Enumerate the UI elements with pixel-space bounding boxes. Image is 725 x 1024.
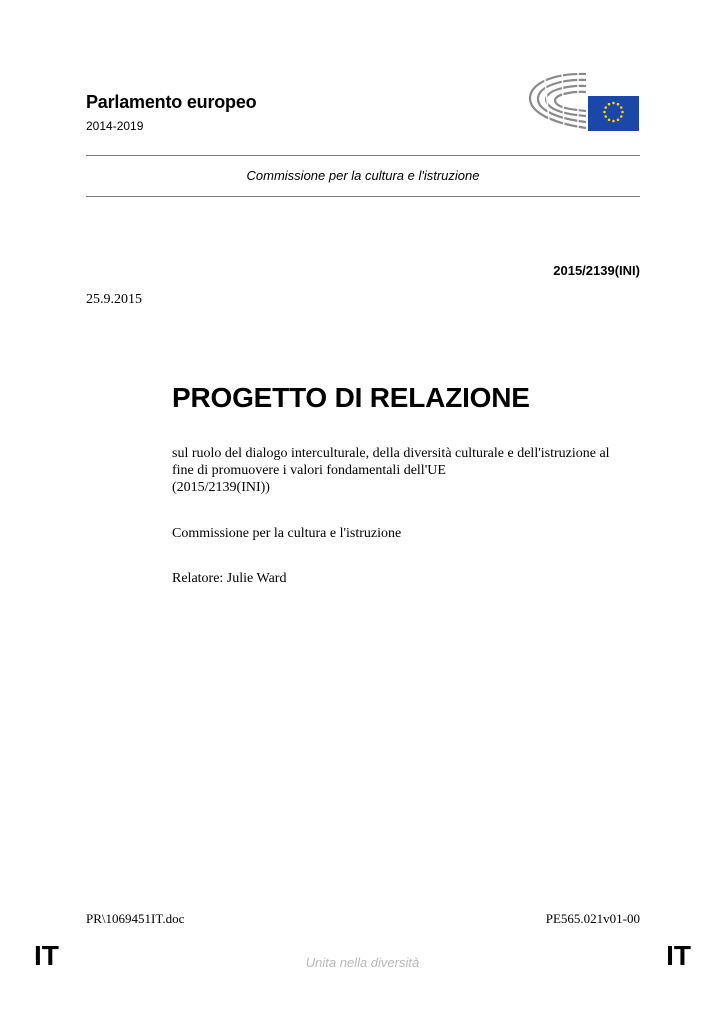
subject-line: sul ruolo del dialogo interculturale, della diversità culturale e dell'istruzione al	[172, 446, 610, 461]
organization-name: Parlamento europeo	[86, 92, 257, 112]
committee-header: Commissione per la cultura e l'istruzione	[246, 168, 480, 183]
document-title: PROGETTO DI RELAZIONE	[172, 382, 530, 413]
header-divider-bottom	[86, 196, 640, 197]
document-date: 25.9.2015	[86, 292, 142, 307]
subject-line: (2015/2139(INI))	[172, 480, 270, 495]
responsible-committee: Commissione per la cultura e l'istruzione	[172, 526, 402, 541]
eu-motto: Unita nella diversità	[305, 955, 420, 970]
procedure-reference: 2015/2139(INI)	[553, 263, 640, 278]
eu-flag-icon	[588, 96, 639, 131]
subject-line: fine di promuovere i valori fondamentali dell'UE	[172, 463, 446, 478]
language-code-right: IT	[666, 940, 691, 971]
file-reference: PR\1069451IT.doc	[86, 911, 185, 926]
pe-reference: PE565.021v01-00	[545, 911, 640, 926]
report-subject	[172, 445, 642, 496]
header-divider-top	[86, 155, 640, 156]
language-code-left: IT	[34, 940, 59, 971]
rapporteur: Relatore: Julie Ward	[172, 571, 287, 586]
legislative-term: 2014-2019	[86, 119, 144, 133]
european-parliament-logo-icon	[526, 68, 640, 132]
